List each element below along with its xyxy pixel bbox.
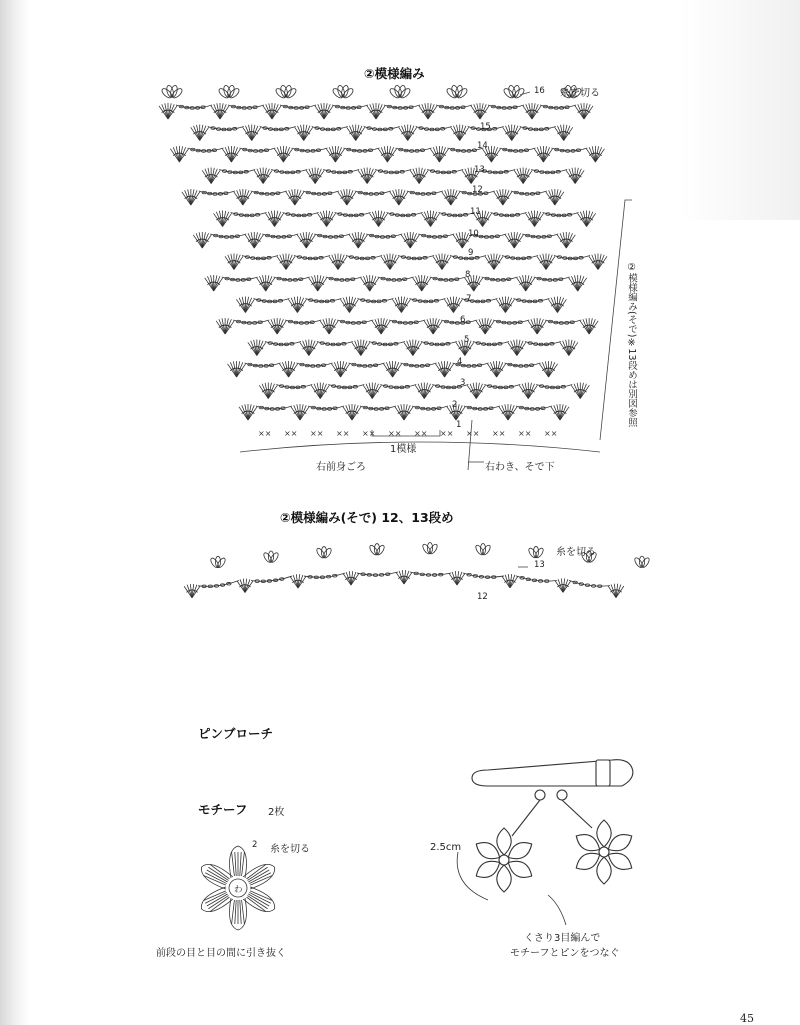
shell-stitch-icon <box>205 275 223 291</box>
shell-stitch-icon <box>193 232 211 248</box>
brooch-illustration <box>457 760 635 925</box>
shell-stitch-icon <box>575 103 593 119</box>
row-number: 15 <box>480 122 491 132</box>
motif-petal <box>197 860 233 891</box>
shell-stitch-icon <box>494 189 512 205</box>
sc-mark: ×× <box>544 429 558 438</box>
shell-stitch-icon <box>288 297 306 313</box>
front-body-label: 右前身ごろ <box>316 462 366 473</box>
shell-stitch-icon <box>551 404 569 420</box>
shell-stitch-icon <box>340 297 358 313</box>
top-flower-icon <box>633 556 650 569</box>
shell-stitch-icon <box>257 275 275 291</box>
row-number: 6 <box>460 315 466 325</box>
shell-stitch-icon <box>347 125 365 141</box>
shell-stitch-icon <box>517 275 535 291</box>
shell-stitch-icon <box>358 168 376 184</box>
shell-stitch-icon <box>343 404 361 420</box>
shell-stitch-icon <box>202 168 220 184</box>
cut-yarn-label-main: 糸を切る <box>560 88 600 99</box>
shell-stitch-icon <box>566 168 584 184</box>
shell-stitch-icon <box>259 383 277 399</box>
sc-mark: ×× <box>440 429 454 438</box>
shell-stitch-icon <box>560 340 578 356</box>
slip-stitch-note: 前段の目と目の間に引き抜く <box>156 948 286 959</box>
page-number: 45 <box>740 1012 754 1025</box>
shell-stitch-icon <box>370 211 388 227</box>
shell-stitch-icon <box>519 383 537 399</box>
shell-stitch-icon <box>392 297 410 313</box>
petal <box>497 865 511 892</box>
row-number: 14 <box>477 141 488 151</box>
row-number: 12 <box>472 185 483 195</box>
shell-stitch-icon <box>548 297 566 313</box>
shell-stitch-icon <box>300 340 318 356</box>
shell-stitch-icon <box>311 383 329 399</box>
shell-stitch-icon <box>399 125 417 141</box>
shell-stitch-icon <box>395 404 413 420</box>
shell-stitch-icon <box>234 189 252 205</box>
motif-petal <box>242 886 278 917</box>
row-number: 5 <box>464 335 470 345</box>
shell-stitch-icon <box>471 103 489 119</box>
motif-petal <box>242 860 278 891</box>
shell-stitch-icon <box>245 232 263 248</box>
shell-stitch-icon <box>222 146 240 162</box>
sleeve-note-vertical: ②模様編み(そで)※13段めは別図参照 <box>626 262 637 428</box>
shell-stitch-icon <box>315 103 333 119</box>
shell-stitch-icon <box>571 383 589 399</box>
shell-stitch-icon <box>557 232 575 248</box>
cut-leader-1 <box>520 92 530 95</box>
shell-stitch-icon <box>338 189 356 205</box>
shell-stitch-icon <box>291 404 309 420</box>
shell-stitch-icon <box>413 275 431 291</box>
sc-mark: ×× <box>362 429 376 438</box>
shell-stitch-icon <box>555 125 573 141</box>
shell-stitch-icon <box>182 189 200 205</box>
shell-stitch-icon <box>546 189 564 205</box>
sc-mark: ×× <box>284 429 298 438</box>
side-seam-label: 右わき、そで下 <box>485 462 555 473</box>
motif-petal <box>197 886 233 917</box>
shell-stitch-icon <box>378 146 396 162</box>
shell-stitch-icon <box>280 361 298 377</box>
shell-stitch-icon <box>243 125 261 141</box>
cut-yarn-label-motif: 糸を切る <box>270 844 310 855</box>
row-number: 11 <box>470 207 481 217</box>
shell-stitch-icon <box>343 571 359 585</box>
shell-stitch-icon <box>430 146 448 162</box>
shell-stitch-icon <box>236 297 254 313</box>
shell-stitch-icon <box>589 254 607 270</box>
shell-stitch-icon <box>214 211 232 227</box>
shell-stitch-icon <box>444 297 462 313</box>
shell-stitch-icon <box>266 211 284 227</box>
shell-stitch-icon <box>578 211 596 227</box>
shell-stitch-icon <box>295 125 313 141</box>
shell-stitch-icon <box>297 232 315 248</box>
shell-stitch-icon <box>211 103 229 119</box>
shell-stitch-icon <box>329 254 347 270</box>
top-flower-icon <box>388 85 411 100</box>
shell-stitch-icon <box>326 146 344 162</box>
shell-stitch-icon <box>184 584 200 598</box>
motif-petal <box>230 898 247 930</box>
pin-loop-1-icon <box>535 790 545 800</box>
shell-stitch-icon <box>580 318 598 334</box>
sc-mark: ×× <box>414 429 428 438</box>
top-flower-icon <box>262 551 279 564</box>
shell-stitch-icon <box>608 584 624 598</box>
top-flower-icon <box>209 556 226 569</box>
row-number: 13 <box>474 165 485 175</box>
shell-stitch-icon <box>467 383 485 399</box>
shell-stitch-icon <box>433 254 451 270</box>
motif-count: 2枚 <box>268 807 285 818</box>
top-flower-icon <box>315 547 332 560</box>
shell-stitch-icon <box>449 571 465 585</box>
shell-stitch-icon <box>309 275 327 291</box>
row-number: 1 <box>456 420 462 430</box>
cut-yarn-label-sleeve: 糸を切る <box>556 547 596 558</box>
motif-title: モチーフ <box>198 802 248 817</box>
ring-label: わ <box>234 885 243 895</box>
shell-stitch-icon <box>488 361 506 377</box>
shell-stitch-icon <box>528 318 546 334</box>
pin-loop-2-icon <box>557 790 567 800</box>
shell-stitch-icon <box>216 318 234 334</box>
shell-stitch-icon <box>263 103 281 119</box>
shell-stitch-icon <box>363 383 381 399</box>
pin-clasp-icon <box>596 760 610 786</box>
repeat-label: 1模様 <box>390 444 417 455</box>
join-note-line2: モチーフとピンをつなぐ <box>510 948 620 959</box>
shell-stitch-icon <box>496 297 514 313</box>
shell-stitch-icon <box>422 211 440 227</box>
sc-mark: ×× <box>336 429 350 438</box>
top-flower-icon <box>502 85 525 100</box>
sc-mark: ×× <box>388 429 402 438</box>
shell-stitch-icon <box>268 318 286 334</box>
shell-stitch-icon <box>390 189 408 205</box>
top-flower-icon <box>331 85 354 100</box>
row-number: 12 <box>477 592 488 602</box>
shell-stitch-icon <box>415 383 433 399</box>
shell-stitch-icon <box>508 340 526 356</box>
sc-mark: ×× <box>258 429 272 438</box>
shell-stitch-icon <box>159 103 177 119</box>
top-flower-icon <box>445 85 468 100</box>
shell-stitch-icon <box>254 168 272 184</box>
shell-stitch-icon <box>505 232 523 248</box>
shell-stitch-icon <box>372 318 390 334</box>
bottom-edge-curve <box>240 442 600 452</box>
row-number: 4 <box>457 357 463 367</box>
shell-stitch-icon <box>555 578 571 592</box>
top-flower-icon <box>368 544 385 557</box>
sc-mark: ×× <box>310 429 324 438</box>
shell-stitch-icon <box>523 103 541 119</box>
shell-stitch-icon <box>320 318 338 334</box>
side-seam-line <box>468 420 472 470</box>
shell-stitch-icon <box>514 168 532 184</box>
row-number: 7 <box>466 294 472 304</box>
top-flower-icon <box>421 543 438 556</box>
flower-motif-right-icon <box>573 820 636 884</box>
shell-stitch-icon <box>306 168 324 184</box>
shell-stitch-icon <box>225 254 243 270</box>
join-note-line1: くさり3目編んで <box>524 933 601 944</box>
shell-stitch-icon <box>540 361 558 377</box>
row-number: 10 <box>468 229 479 239</box>
shell-stitch-icon <box>277 254 295 270</box>
shell-stitch-icon <box>361 275 379 291</box>
top-flower-icon <box>474 543 491 556</box>
shell-stitch-icon <box>332 361 350 377</box>
top-flower-icon <box>274 85 297 100</box>
row-number: 8 <box>465 270 471 280</box>
motif-row-number: 2 <box>252 840 258 850</box>
petal <box>597 820 611 847</box>
shell-stitch-icon <box>503 125 521 141</box>
shell-stitch-icon <box>290 574 306 588</box>
shell-stitch-icon <box>237 579 253 593</box>
sc-mark: ×× <box>518 429 532 438</box>
shell-stitch-icon <box>569 275 587 291</box>
shell-stitch-icon <box>586 146 604 162</box>
shell-stitch-icon <box>286 189 304 205</box>
shell-stitch-icon <box>451 125 469 141</box>
shell-stitch-icon <box>419 103 437 119</box>
shell-stitch-icon <box>248 340 266 356</box>
row-number: 2 <box>452 400 458 410</box>
row-number: 9 <box>468 248 474 258</box>
shell-stitch-icon <box>476 318 494 334</box>
row-number: 13 <box>534 560 545 570</box>
shell-stitch-icon <box>367 103 385 119</box>
petal <box>497 828 511 855</box>
shell-stitch-icon <box>170 146 188 162</box>
top-flower-icon <box>217 85 240 100</box>
main-stitch-chart <box>159 85 607 438</box>
motif-petal <box>230 846 247 878</box>
shell-stitch-icon <box>381 254 399 270</box>
brooch-title: ピンブローチ <box>198 726 274 741</box>
shell-stitch-icon <box>318 211 336 227</box>
shell-stitch-icon <box>410 168 428 184</box>
top-flower-icon <box>527 546 544 559</box>
shell-stitch-icon <box>396 570 412 584</box>
shell-stitch-icon <box>442 189 460 205</box>
shell-stitch-icon <box>239 404 257 420</box>
top-flower-icon <box>160 85 183 100</box>
shell-stitch-icon <box>499 404 517 420</box>
shell-stitch-icon <box>274 146 292 162</box>
chart-title-sleeve: ②模様編み(そで) 12、13段め <box>280 510 454 525</box>
row-number: 3 <box>460 378 466 388</box>
row-number: 16 <box>534 86 545 96</box>
flower-motif-left-icon <box>473 828 536 892</box>
shell-stitch-icon <box>349 232 367 248</box>
join-note-leader <box>548 895 566 925</box>
shell-stitch-icon <box>191 125 209 141</box>
sc-mark: ×× <box>492 429 506 438</box>
shell-stitch-icon <box>436 361 454 377</box>
shell-stitch-icon <box>352 340 370 356</box>
sc-mark: ×× <box>466 429 480 438</box>
shell-stitch-icon <box>534 146 552 162</box>
shell-stitch-icon <box>404 340 422 356</box>
size-leader <box>457 852 488 900</box>
petal <box>597 857 611 884</box>
shell-stitch-icon <box>228 361 246 377</box>
shell-stitch-icon <box>424 318 442 334</box>
shell-stitch-icon <box>537 254 555 270</box>
chart-title-main: ②模様編み <box>364 66 425 81</box>
repeat-bracket <box>372 430 440 436</box>
size-label: 2.5cm <box>430 842 462 853</box>
shell-stitch-icon <box>401 232 419 248</box>
shell-stitch-icon <box>502 574 518 588</box>
shell-stitch-icon <box>526 211 544 227</box>
shell-stitch-icon <box>384 361 402 377</box>
shell-stitch-icon <box>485 254 503 270</box>
